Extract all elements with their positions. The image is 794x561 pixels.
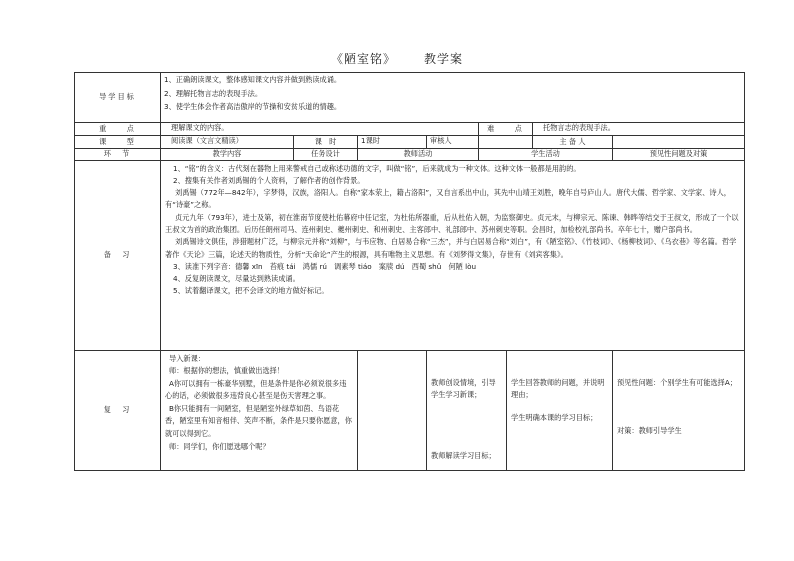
key-value: 理解课文的内容。: [161, 123, 479, 136]
goals-label: 导学目标: [75, 73, 161, 123]
preview-line: 2、搜集有关作者刘禹锡的个人资料，了解作者的创作背景。: [173, 175, 365, 185]
course-row: [75, 136, 745, 149]
key-label: 重 点: [75, 123, 161, 136]
difficulty-label: 难 点: [479, 123, 533, 136]
review-line: B你只能拥有一间陋室，但是陋室外绿草如茵、鸟语花香，陋室里有知音相伴、笑声不断，条件是只要你愿意，你就可以得到它。: [165, 403, 352, 439]
goals-row: [75, 73, 745, 123]
review-label: 复 习: [75, 350, 161, 470]
review-row: [75, 350, 745, 470]
title-text: 《陋室铭》: [330, 52, 396, 66]
preparer-label: 主 备 人: [533, 136, 613, 149]
predict-strategy: 对策：教师引导学生: [617, 426, 682, 436]
course-type-value: 阅读课（文言文精读）: [161, 136, 294, 149]
review-predict: [613, 350, 745, 470]
header-task: 任务设计: [294, 149, 358, 161]
lesson-plan-table: [74, 72, 745, 471]
goals-content: [161, 73, 745, 123]
review-line: 导入新课：: [169, 353, 205, 363]
reviewer-label: 审核人: [427, 136, 479, 149]
preview-line: 贞元九年（793年），进士及第，初在淮南节度使杜佑幕府中任记室，为杜佑所器重，后从杜佑入朝，为监察御史。贞元末，与柳宗元、陈谏、韩晔等结交于王叔文，形成了一个以王叔文为首的政治集团。后历任朗州司马、连州刺史、夔州刺史、和州刺史、主客郎中、礼部郎中、苏州刺史等职。会昌时，加检校礼部尚书。卒年七十，赠户部尚书。: [165, 212, 739, 234]
header-student: 学生活动: [479, 149, 613, 161]
header-stage: 环 节: [75, 149, 161, 161]
review-line: 师：同学们，你们愿选哪个呢？: [169, 441, 270, 451]
student-activity: 学生明确本课的学习目标；: [511, 412, 598, 422]
review-teacher: [427, 350, 507, 470]
student-activity: 学生回答教师的问题，并说明理由；: [511, 377, 605, 400]
review-student: [507, 350, 613, 470]
difficulty-value: 托物言志的表现手法。: [533, 123, 745, 136]
preview-line: 4、反复朗读课文，尽量达到熟读成诵。: [173, 274, 300, 284]
header-content: 教学内容: [161, 149, 294, 161]
goal-item: 2、理解托物言志的表现手法。: [164, 88, 263, 98]
header-teacher: 教师活动: [358, 149, 479, 161]
key-row: [75, 123, 745, 136]
predict-problem: 预见性问题：个别学生有可能选择A；: [617, 377, 737, 387]
preview-row: [75, 160, 745, 350]
header-row: [75, 149, 745, 161]
reviewer-value: [479, 136, 533, 149]
title-suffix: 教学案: [424, 52, 464, 66]
preparer-value: [613, 136, 745, 149]
review-line: A你可以拥有一栋豪华别墅，但是条件是你必须说很多违心的话，必须做很多违背良心甚至是伤天害理之事。: [165, 378, 347, 401]
teacher-activity: 教师解读学习目标；: [431, 450, 496, 460]
preview-line: 1、“铭”的含义：古代刻在器物上用来警戒自己或称述功德的文字，叫做“铭”，后来就成为一种文体。这种文体一般都是用韵的。: [173, 163, 581, 173]
page-title: [0, 50, 794, 67]
hours-label: 课 时: [294, 136, 358, 149]
header-predict: 预见性问题及对策: [613, 149, 745, 161]
goal-item: 1、正确朗读课文，整体感知课文内容并做到熟读成诵。: [164, 75, 342, 84]
preview-line: 刘禹锡（772年—842年），字梦得，汉族，洛阳人。自称“家本荥上，籍占洛阳”，又自言系出中山，其先中山靖王刘胜，晚年自号庐山人。唐代大儒、哲学家、文学家、诗人，有“诗豪”之称。: [165, 188, 731, 210]
preview-label: 备 习: [75, 160, 161, 350]
course-type-label: 课 型: [75, 136, 161, 149]
review-line: 师：根据你的想法，慎重做出选择！: [169, 366, 285, 376]
teacher-activity: 教师创设情境，引导学生学习新课；: [431, 377, 496, 400]
preview-line: 3、读准下列字音：德馨 xīn 苔痕 tái 鸿儒 rú 调素琴 tiáo 案牍 dú 西蜀 shǔ 何陋 lòu: [173, 261, 477, 271]
preview-content: [161, 160, 745, 350]
review-task: [358, 350, 427, 470]
preview-line: 刘禹锡诗文俱佳，涉猎题材广泛，与柳宗元并称“刘柳”，与韦应物、白居易合称“三杰”，并与白居易合称“刘白”，有《陋室铭》、《竹枝词》、《杨柳枝词》、《乌衣巷》等名篇。哲学著作《天论》三篇，论述天的物质性，分析“天命论”产生的根源，具有唯物主义思想。有《刘梦得文集》，存世有《刘宾客集》。: [165, 237, 737, 259]
goal-item: 3、使学生体会作者高洁傲岸的节操和安贫乐道的情趣。: [164, 102, 342, 111]
preview-line: 5、试着翻译课文，把不会译文的地方做好标记。: [173, 286, 329, 296]
review-content: [161, 350, 358, 470]
hours-value: 1课时: [358, 136, 427, 149]
